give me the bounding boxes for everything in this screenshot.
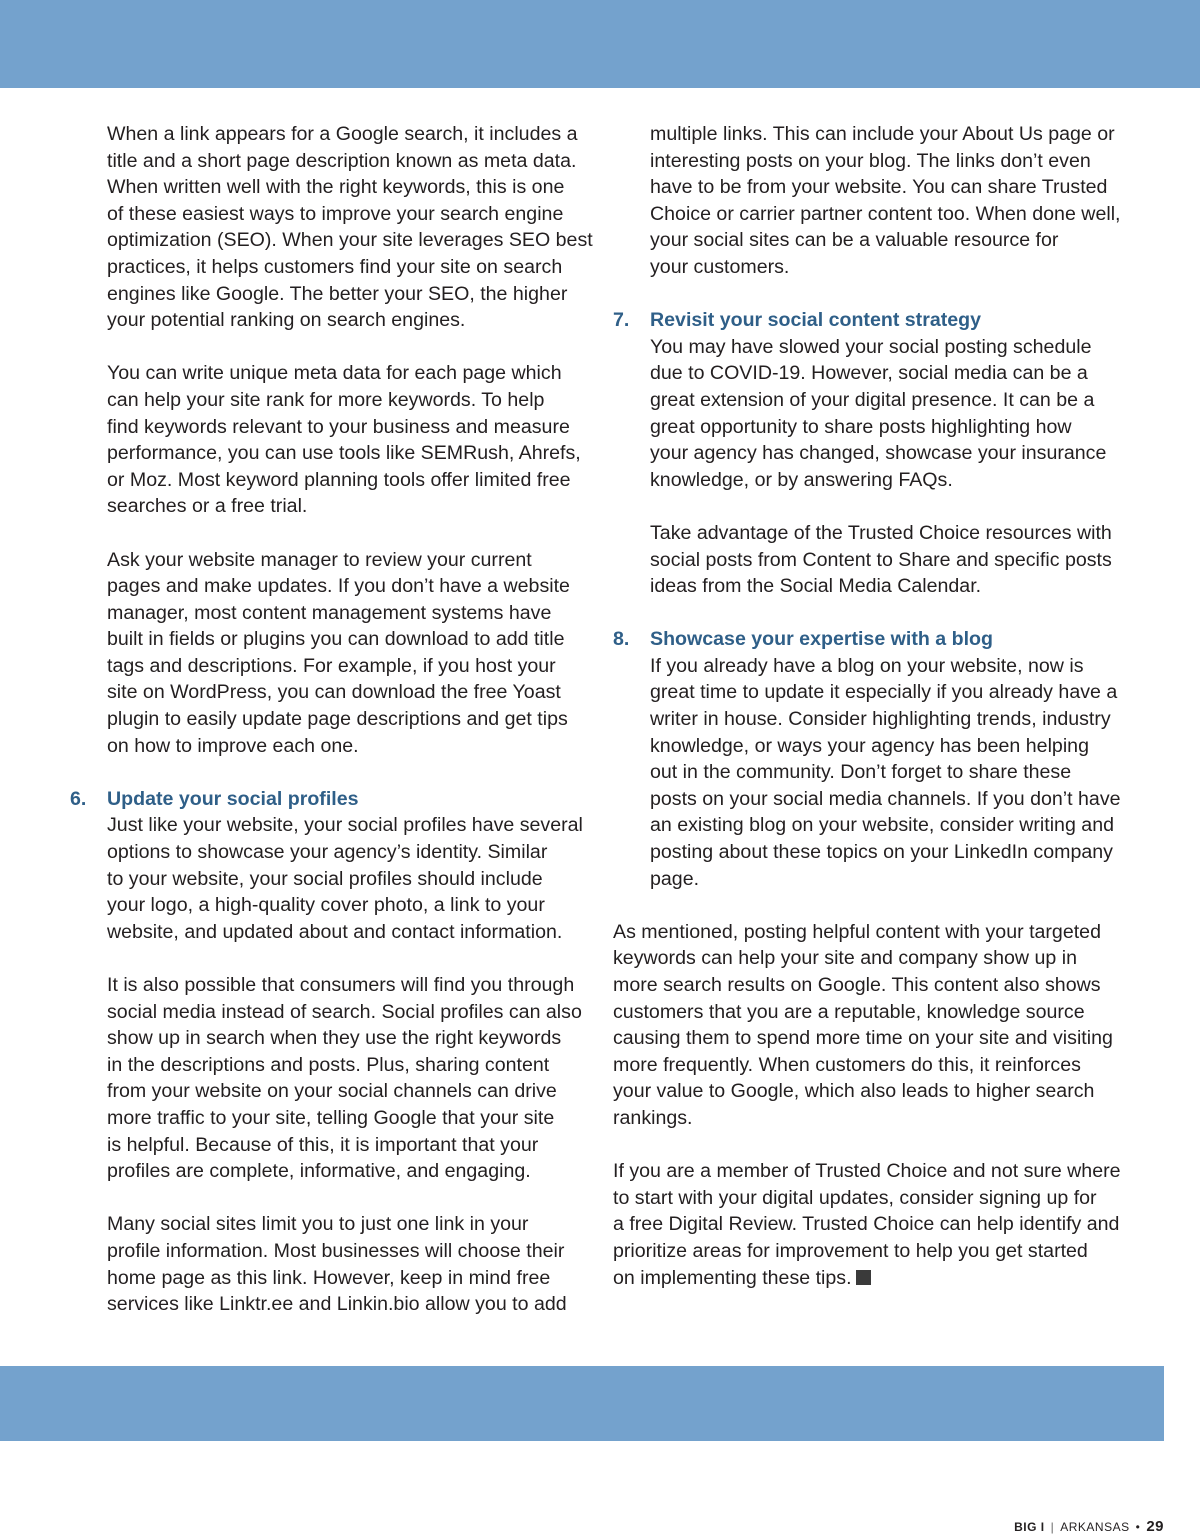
paragraph-one-link: Many social sites limit you to just one link in your profile information. Most businesses will choose their home page as this link. However, keep in mind free services like Linktr.ee and Linkin.bio allow you to add xyxy=(107,1213,567,1316)
paragraph-find-through-social: It is also possible that consumers will find you through social media instead of search. Social profiles can also show up in search when they use the right keywords in the descriptions and posts. Plus, sharing content from your website on your social channels can drive more traffic to your site, telling Google that your site is helpful. Because of this, it is important that your profiles are complete, informative, and engaging. xyxy=(107,974,582,1183)
section-number: 8. xyxy=(613,628,630,651)
paragraph-blog: If you already have a blog on your website, now is great time to update it especially if you already have a writer in house. Consider highlighting trends, industry knowledge, or ways your agency has been helping out in the community. Don’t forget to share these posts on your social media channels. If you don’t have an existing blog on your website, consider writing and posting about these topics on your LinkedIn company page. xyxy=(650,654,1121,890)
paragraph-digital-review xyxy=(613,1158,1148,1291)
paragraph-trusted-choice-resources: Take advantage of the Trusted Choice resources with social posts from Content to Share and specific posts ideas from the Social Media Calendar. xyxy=(650,521,1112,598)
section-8 xyxy=(613,626,1148,892)
bottom-band xyxy=(0,1366,1164,1441)
paragraph-website-manager: Ask your website manager to review your current pages and make updates. If you don’t have a website manager, most content management systems have built in fields or plugins you can download to add title tags and descriptions. For example, if you host your site on WordPress, you can download the free Yoast plugin to easily update page descriptions and get tips on how to improve each one. xyxy=(107,548,570,757)
paragraph-as-mentioned: As mentioned, posting helpful content with your targeted keywords can help your site and company show up in more search results on Google. This content also shows customers that you are a reputable, knowledge source causing them to spend more time on your site and visiting more frequently. When customers do this, it reinforces your value to Google, which also leads to higher search rankings. xyxy=(613,920,1113,1129)
paragraph-multiple-links: multiple links. This can include your About Us page or interesting posts on your blog. The links don’t even have to be from your website. You can share Trusted Choice or carrier partner content too. When done well, your social sites can be a valuable resource for your customers. xyxy=(650,123,1121,278)
section-heading: Showcase your expertise with a blog xyxy=(650,628,993,651)
closing-text: If you are a member of Trusted Choice and not sure where to start with your digital updates, consider signing up for a free Digital Review. Trusted Choice can help identify and prioritize areas for improvement to help you get started on implementing these tips. xyxy=(613,1160,1121,1289)
left-column xyxy=(70,121,600,1344)
page-footer xyxy=(1014,1518,1164,1535)
footer-region: ARKANSAS xyxy=(1060,1520,1130,1534)
top-header-band xyxy=(0,0,1200,88)
footer-bullet: • xyxy=(1135,1520,1141,1534)
section-number: 7. xyxy=(613,309,630,332)
footer-brand: BIG I xyxy=(1014,1520,1045,1534)
paragraph-social-schedule: You may have slowed your social posting schedule due to COVID-19. However, social media can be a great extension of your digital presence. It can be a great opportunity to share posts highlighting how your agency has changed, showcase your insurance knowledge, or by answering FAQs. xyxy=(650,335,1107,491)
section-number: 6. xyxy=(70,787,87,810)
section-6 xyxy=(70,786,600,1318)
section-7 xyxy=(613,307,1148,600)
paragraph-meta-data: When a link appears for a Google search, it includes a title and a short page description known as meta data. When written well with the right keywords, this is one of these easiest ways to improve your search engine optimization (SEO). When your site leverages SEO best practices, it helps customers find your site on search engines like Google. The better your SEO, the higher your potential ranking on search engines. xyxy=(107,123,593,332)
paragraph-unique-meta-data: You can write unique meta data for each page which can help your site rank for more keywords. To help find keywords relevant to your business and measure performance, you can use tools like SEMRush, Ahrefs, or Moz. Most keyword planning tools offer limited free searches or a free trial. xyxy=(107,362,581,518)
footer-separator: | xyxy=(1050,1520,1055,1534)
section-heading: Update your social profiles xyxy=(107,787,359,810)
paragraph-social-profiles: Just like your website, your social profiles have several options to showcase your agency’s identity. Similar to your website, your social profiles should include your logo, a high-quality cover photo, a link to your website, and updated about and contact information. xyxy=(107,814,583,943)
right-column xyxy=(613,121,1148,1318)
section-heading: Revisit your social content strategy xyxy=(650,309,982,332)
page-number: 29 xyxy=(1146,1518,1164,1535)
end-of-article-square-icon xyxy=(856,1270,871,1285)
